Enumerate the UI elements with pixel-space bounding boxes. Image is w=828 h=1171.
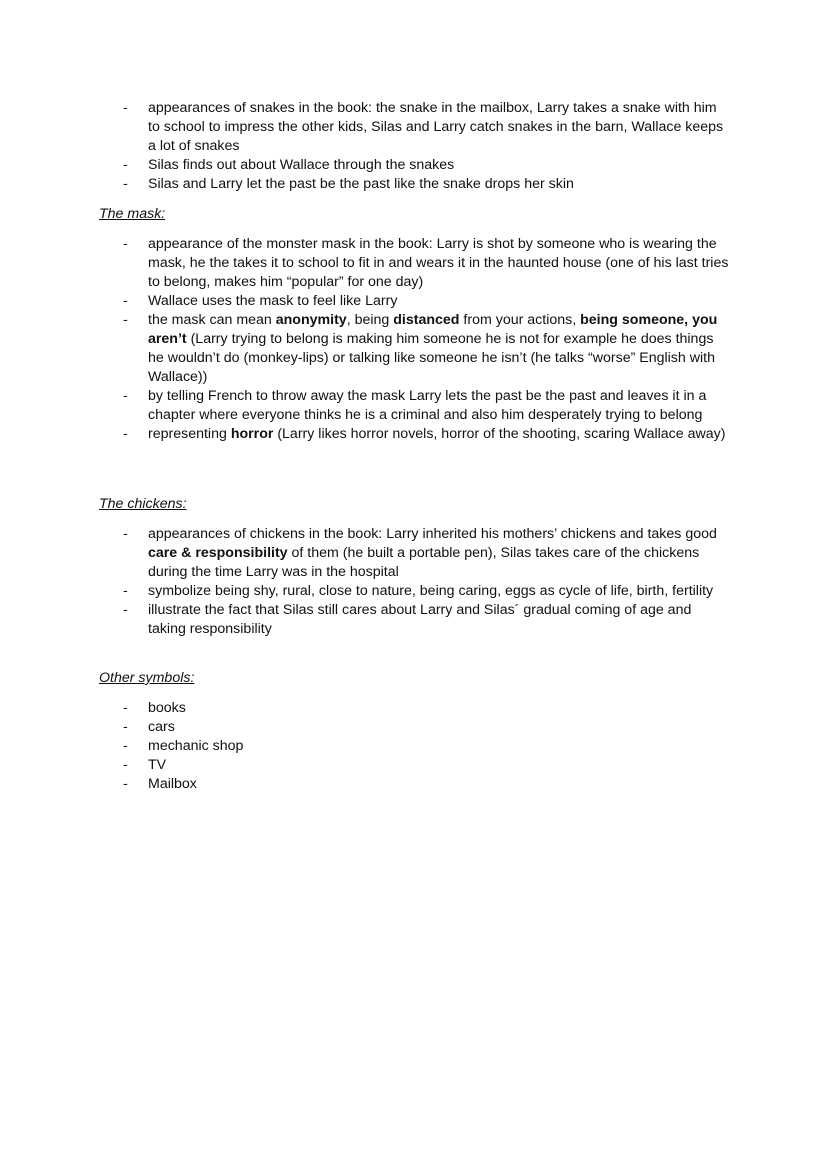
- list-item: [0, 156, 730, 175]
- bullet-dash: -: [123, 312, 128, 328]
- list-item: [0, 737, 730, 756]
- list-item-text: Mailbox: [148, 776, 197, 792]
- list-item: [0, 699, 730, 718]
- bullet-dash: -: [123, 236, 128, 252]
- bold-care-responsibility: care & responsibility: [148, 545, 288, 561]
- bullet-dash: -: [123, 526, 128, 542]
- text-run: from your actions,: [459, 312, 581, 328]
- bullet-dash: -: [123, 100, 128, 116]
- snakes-list: [0, 99, 828, 194]
- list-item: [0, 756, 730, 775]
- mask-section: [0, 235, 828, 444]
- list-item-text: appearances of snakes in the book: the snake in the mailbox, Larry takes a snake with him to school to impress the other kids, Silas and Larry catch snakes in the barn, Wallace keeps a lot of snakes: [148, 100, 724, 154]
- other-symbols-list: [0, 699, 828, 794]
- list-item: [0, 311, 730, 387]
- chickens-list: [0, 525, 828, 639]
- bullet-dash: -: [123, 388, 128, 404]
- bold-horror: horror: [230, 426, 274, 442]
- list-item: [0, 582, 730, 601]
- list-item-text: Silas and Larry let the past be the past like the snake drops her skin: [148, 176, 574, 192]
- bullet-dash: -: [123, 719, 128, 735]
- bold-anonymity: anonymity: [275, 312, 347, 328]
- mask-heading: The mask:: [99, 206, 166, 222]
- list-item-text: [148, 526, 717, 580]
- bullet-dash: -: [123, 426, 128, 442]
- text-run: , being: [346, 312, 394, 328]
- list-item: [0, 775, 730, 794]
- text-run: representing: [148, 426, 231, 442]
- text-run: appearances of chickens in the book: Larry inherited his mothers’ chickens and takes good: [148, 526, 717, 542]
- bullet-dash: -: [123, 776, 128, 792]
- text-run: (Larry trying to belong is making him someone he is not for example he does things he wouldn’t do (monkey-lips) or talking like someone he isn’t (he talks “worse” English with Wallace)): [148, 331, 715, 385]
- chickens-section: [0, 525, 828, 639]
- list-item-text: mechanic shop: [148, 738, 244, 754]
- list-item-text: [148, 312, 717, 385]
- mask-list: [0, 235, 828, 444]
- list-item: [0, 387, 730, 425]
- list-item-text: symbolize being shy, rural, close to nature, being caring, eggs as cycle of life, birth, fertility: [148, 583, 714, 599]
- other-symbols-heading: Other symbols:: [99, 670, 195, 686]
- list-item: [0, 425, 730, 444]
- bullet-dash: -: [123, 757, 128, 773]
- text-run: (Larry likes horror novels, horror of the shooting, scaring Wallace away): [273, 426, 726, 442]
- list-item: [0, 601, 730, 639]
- bullet-dash: -: [123, 583, 128, 599]
- other-symbols-section: [0, 699, 828, 794]
- chickens-heading: The chickens:: [99, 496, 187, 512]
- bullet-dash: -: [123, 176, 128, 192]
- bold-distanced: distanced: [393, 312, 460, 328]
- list-item-text: Wallace uses the mask to feel like Larry: [148, 293, 398, 309]
- snakes-section: [0, 99, 828, 194]
- bold-being-someone: being someone, you aren’t: [148, 312, 718, 347]
- list-item-text: by telling French to throw away the mask Larry lets the past be the past and leaves it in a chapter where everyone thinks he is a criminal and also him desperately trying to belong: [148, 388, 707, 423]
- list-item-text: appearance of the monster mask in the book: Larry is shot by someone who is wearing the mask, he the takes it to school to fit in and wears it in the haunted house (one of his last tries to belong, makes him “popular” for one day): [148, 236, 729, 290]
- list-item: [0, 99, 730, 156]
- list-item-text: Silas finds out about Wallace through the snakes: [148, 157, 455, 173]
- list-item-text: TV: [148, 757, 167, 773]
- list-item: [0, 718, 730, 737]
- bullet-dash: -: [123, 738, 128, 754]
- list-item: [0, 292, 730, 311]
- list-item-text: [148, 426, 725, 442]
- list-item: [0, 235, 730, 292]
- bullet-dash: -: [123, 293, 128, 309]
- list-item: [0, 175, 730, 194]
- list-item: [0, 525, 730, 582]
- list-item-text: illustrate the fact that Silas still cares about Larry and Silas´ gradual coming of age and taking responsibility: [148, 602, 692, 637]
- bullet-dash: -: [123, 157, 128, 173]
- bullet-dash: -: [123, 602, 128, 618]
- list-item-text: cars: [148, 719, 175, 735]
- text-run: of them (he built a portable pen), Silas takes care of the chickens during the time Larry was in the hospital: [148, 545, 700, 580]
- text-run: the mask can mean: [148, 312, 276, 328]
- bullet-dash: -: [123, 700, 128, 716]
- list-item-text: books: [148, 700, 186, 716]
